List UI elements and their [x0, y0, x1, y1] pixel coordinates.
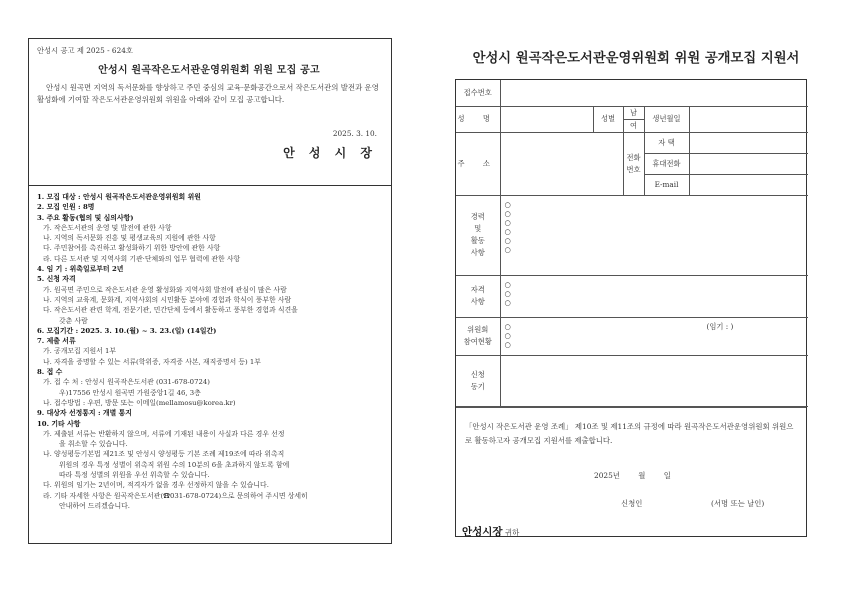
declaration-date: 2025년 월 일: [594, 470, 671, 480]
address-field[interactable]: [500, 132, 623, 195]
career-label: 경력 및 활동 사항: [456, 195, 500, 275]
bullet-marker: ○: [504, 279, 511, 289]
notice-body: [29, 186, 391, 511]
notice-item: 나. 지역의 독서문화 진흥 및 평생교육의 지원에 관한 사항: [43, 234, 216, 243]
home-phone-field[interactable]: [689, 132, 808, 153]
receipt-no-field[interactable]: [500, 80, 808, 106]
name-field[interactable]: [500, 106, 593, 132]
notice-header: [29, 39, 391, 186]
notice-title: 안성시 원곡작은도서관운영위원회 위원 모집 공고: [98, 65, 320, 76]
notice-section-heading: 2. 모집 인원 : 8명: [37, 203, 95, 212]
notice-section-heading: 1. 모집 대상 : 안성시 원곡작은도서관운영위원회 위원: [37, 193, 201, 201]
notice-item: 가. 공개모집 지원서 1부: [43, 347, 117, 356]
notice-item: 을 취소할 수 있습니다.: [59, 440, 128, 449]
bullet-marker: ○: [504, 330, 511, 340]
recruitment-notice: [28, 38, 392, 544]
notice-item: 다. 위원의 임기는 2년이며, 적격자가 없을 경우 선정하지 않을 수 있습니다.: [43, 481, 269, 490]
mobile-label: 휴대전화: [644, 153, 689, 174]
notice-item: 라. 다른 도서관 및 지역사회 기관·단체와의 업무 협력에 관한 사항: [43, 254, 241, 263]
addressee-name: 안성시장: [462, 525, 503, 538]
notice-section-heading: 7. 제출 서류: [37, 337, 76, 346]
career-field[interactable]: [500, 195, 808, 275]
notice-date: 2025. 3. 10.: [332, 129, 377, 138]
email-field[interactable]: [689, 174, 808, 195]
term-note: (임기 : ): [706, 321, 734, 331]
qualification-label: 자격 사항: [456, 275, 500, 317]
notice-item: 갖춘 사람: [59, 316, 88, 325]
notice-signer: 안 성 시 장: [283, 146, 377, 160]
notice-item: 가. 작은도서관의 운영 및 발전에 관한 사항: [43, 223, 172, 232]
notice-section-heading: 3. 주요 활동(협의 및 심의사항): [37, 213, 134, 222]
phone-label: 전화 번호: [623, 132, 644, 195]
notice-item: 나. 접수방법 : 우편, 방문 또는 이메일(mellamosu@korea.kr): [43, 398, 236, 407]
notice-item: 다. 작은도서관 관련 학계, 전문기관, 민간단체 등에서 활동하고 풍부한 경험과 식견을: [43, 306, 298, 315]
notice-item: 나. 양성평등기본법 제21조 및 안성시 양성평등 기본 조례 제19조에 따라 위촉직: [43, 450, 285, 459]
notice-section-heading: 4. 임 기 : 위촉일로부터 2년: [37, 265, 124, 274]
gender-female-option[interactable]: 여: [623, 119, 644, 132]
qualification-field[interactable]: [500, 275, 808, 317]
application-form: [455, 79, 807, 537]
addressee: [462, 524, 519, 539]
notice-item: 라. 기타 자세한 사항은 원곡작은도서관(☎031-678-0724)으로 문의하여 주시면 상세히: [43, 491, 308, 500]
notice-section-heading: 5. 신청 자격: [37, 275, 76, 284]
notice-item: 위원의 경우 특정 성별이 위촉직 위원 수의 10분의 6을 초과하지 않도록 함에: [59, 460, 290, 469]
notice-doc-number: 안성시 공고 제 2025 - 624호: [37, 46, 133, 55]
notice-item: 가. 접 수 처 : 안성시 원곡작은도서관 (031-678-0724): [43, 378, 210, 387]
bullet-marker: ○: [504, 199, 511, 209]
declaration-section: [456, 407, 806, 536]
notice-section-heading: 10. 기타 사항: [37, 419, 81, 428]
gender-label: 성별: [593, 106, 623, 132]
name-label: 성 명: [456, 106, 500, 132]
bullet-marker: ○: [504, 208, 511, 218]
addressee-suffix: 귀하: [504, 527, 520, 537]
address-label: 주 소: [456, 132, 500, 195]
motive-label: 신청 동기: [456, 355, 500, 406]
notice-section-heading: 8. 접 수: [37, 368, 63, 377]
notice-intro: 안성시 원곡면 지역의 독서문화를 향상하고 주민 중심의 교육·문화공간으로서 작은도서관의 발전과 운영 활성화에 기여할 작은도서관운영위원회 위원을 아래와 같이 모집 공고합니다.: [37, 83, 379, 104]
notice-item: 따라 특정 성별의 위원을 우선 위촉할 수 있습니다.: [59, 471, 210, 480]
notice-section-heading: 9. 대상자 선정통지 : 개별 통지: [37, 409, 132, 418]
bullet-marker: ○: [504, 244, 511, 254]
committee-label: 위원회 참여현황: [456, 317, 500, 355]
committee-field[interactable]: [500, 317, 808, 355]
bullet-marker: ○: [504, 288, 511, 298]
bullet-marker: ○: [504, 235, 511, 245]
notice-item: 다. 주민참여를 촉진하고 활성화하기 위한 방안에 관한 사항: [43, 244, 221, 253]
motive-field[interactable]: [500, 355, 808, 406]
bullet-marker: ○: [504, 321, 511, 331]
signature-seal-note: (서명 또는 날인): [711, 498, 765, 508]
applicant-label: 신청인: [621, 498, 643, 508]
bullet-marker: ○: [504, 226, 511, 236]
birth-field[interactable]: [689, 106, 808, 132]
notice-item: 가. 제출된 서류는 반환하지 않으며, 서류에 기재된 내용이 사실과 다른 경우 선정: [43, 429, 285, 438]
bullet-marker: ○: [504, 339, 511, 349]
notice-item: 가. 원곡면 주민으로 작은도서관 운영 활성화와 지역사회 발전에 관심이 많은 사람: [43, 285, 287, 294]
notice-item: 나. 지역의 교육계, 문화계, 지역사회의 시민활동 분야에 경험과 학식이 풍부한 사람: [43, 295, 292, 304]
email-label: E-mail: [644, 174, 689, 195]
home-phone-label: 자 택: [644, 132, 689, 153]
birth-label: 생년월일: [644, 106, 689, 132]
notice-item: 안내하여 드리겠습니다.: [59, 501, 130, 510]
bullet-marker: ○: [504, 217, 511, 227]
form-title: 안성시 원곡작은도서관운영위원회 위원 공개모집 지원서: [472, 51, 800, 66]
notice-item: 나. 자격을 증명할 수 있는 서류(학위증, 자격증 사본, 재직증명서 등) 1부: [43, 357, 261, 366]
mobile-field[interactable]: [689, 153, 808, 174]
notice-section-heading: 6. 모집기간 : 2025. 3. 10.(월) ~ 3. 23.(일) (14일간): [37, 326, 217, 335]
gender-male-option[interactable]: 남: [623, 106, 644, 119]
receipt-no-label: 접수번호: [456, 80, 500, 106]
bullet-marker: ○: [504, 297, 511, 307]
declaration-text: 「안성시 작은도서관 운영 조례」 제10조 및 제11조의 규정에 따라 원곡작은도서관운영위원회 위원으로 활동하고자 공개모집 지원서를 제출합니다.: [465, 421, 794, 445]
notice-item: 우)17556 안성시 원곡면 가원중앙1길 46, 3층: [59, 388, 201, 397]
